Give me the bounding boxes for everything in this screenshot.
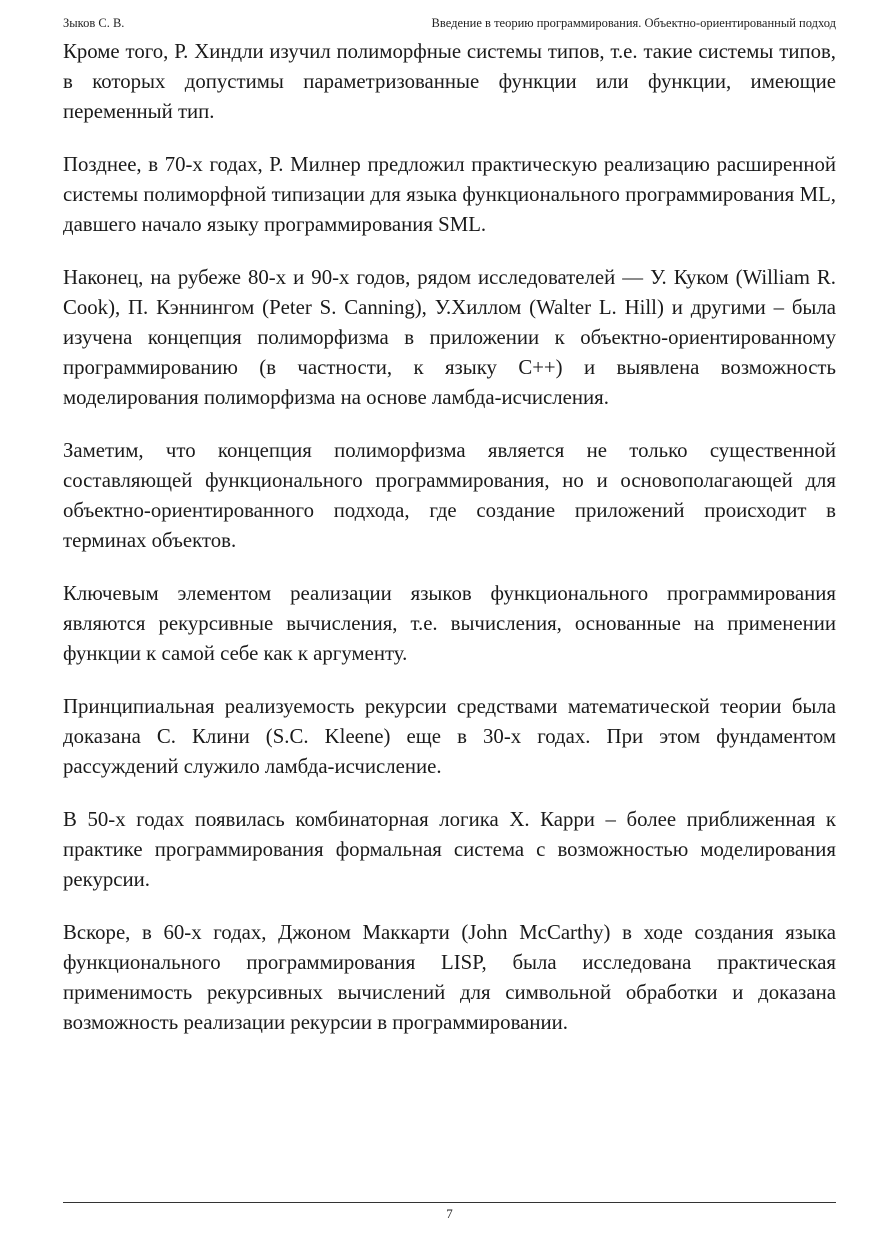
header-title: Введение в теорию программирования. Объектно-ориентированный подход <box>431 16 836 30</box>
paragraph: В 50-х годах появилась комбинаторная логика Х. Карри – более приближенная к практике программирования формальная система с возможностью моделирования рекурсии. <box>63 808 836 891</box>
footer-divider <box>63 1202 836 1203</box>
paragraph: Кроме того, Р. Хиндли изучил полиморфные системы типов, т.е. такие системы типов, в которых допустимы параметризованные функции или функции, имеющие переменный тип. <box>63 40 836 123</box>
paragraph: Принципиальная реализуемость рекурсии средствами математической теории была доказана С. Клини (S.C. Kleene) еще в 30-х годах. При этом фундаментом рассуждений служило ламбда-исчисление. <box>63 695 836 778</box>
page-number: 7 <box>446 1206 453 1221</box>
paragraph: Позднее, в 70-х годах, Р. Милнер предложил практическую реализацию расширенной системы полиморфной типизации для языка функционального программирования ML, давшего начало языку программирования SML. <box>63 153 836 236</box>
paragraph: Ключевым элементом реализации языков функционального программирования являются рекурсивные вычисления, т.е. вычисления, основанные на применении функции к самой себе как к аргументу. <box>63 582 836 665</box>
body-text <box>63 37 836 1061</box>
paragraph: Вскоре, в 60-х годах, Джоном Маккарти (John McCarthy) в ходе создания языка функционального программирования LISP, была исследована практическая применимость рекурсивных вычислений для символьной обработки и доказана возможность реализации рекурсии в программировании. <box>63 921 836 1034</box>
paragraph: Заметим, что концепция полиморфизма является не только существенной составляющей функционального программирования, но и основополагающей для объектно-ориентированного подхода, где создание приложений происходит в терминах объектов. <box>63 439 836 552</box>
paragraph: Наконец, на рубеже 80-х и 90-х годов, рядом исследователей — У. Куком (William R. Cook), П. Кэннингом (Peter S. Canning), У.Хиллом (Walter L. Hill) и другими – была изучена концепция полиморфизма в приложении к объектно-ориентированному программированию (в частности, к языку C++) и выявлена возможность моделирования полиморфизма на основе ламбда-исчисления. <box>63 266 836 409</box>
running-header <box>63 16 836 34</box>
header-author: Зыков С. В. <box>63 16 125 30</box>
